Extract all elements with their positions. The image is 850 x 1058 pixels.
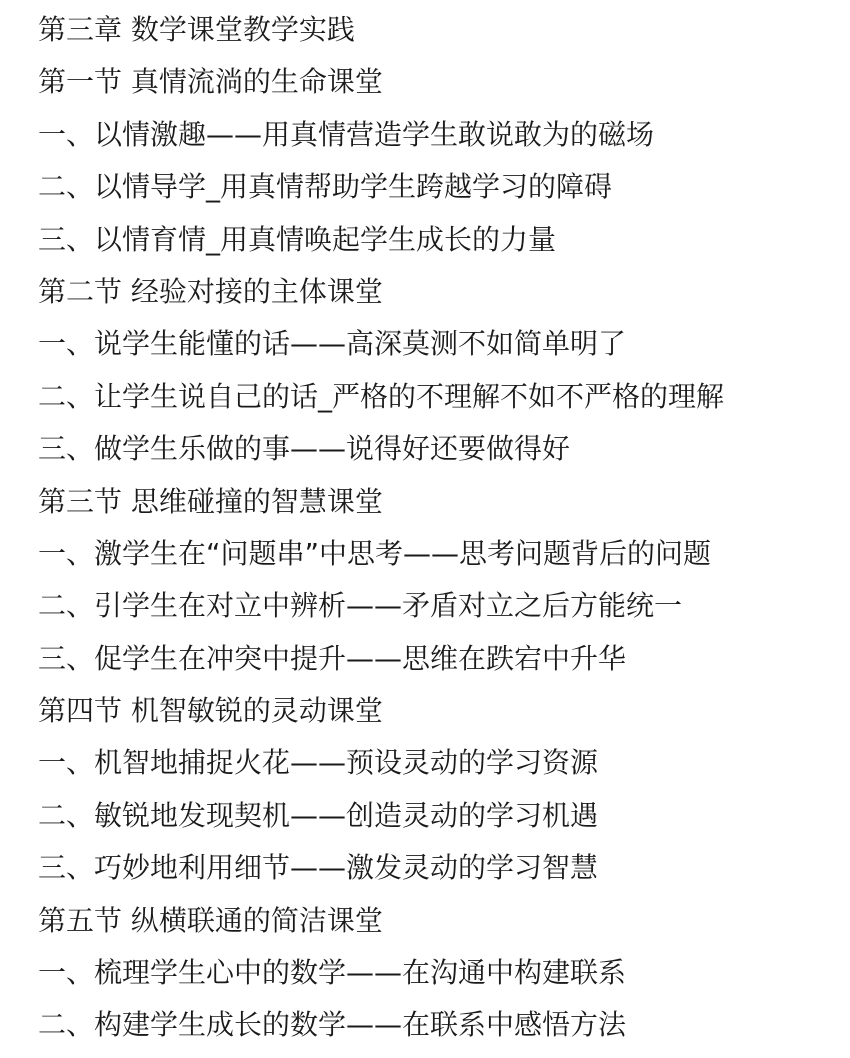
toc-item: 三、促学生在冲突中提升——思维在跌宕中升华 xyxy=(38,641,627,675)
section-heading-1: 第一节 真情流淌的生命课堂 xyxy=(38,65,383,99)
toc-item: 三、巧妙地利用细节——激发灵动的学习智慧 xyxy=(38,851,599,885)
toc-item: 一、机智地捕捉火花——预设灵动的学习资源 xyxy=(38,746,599,780)
toc-item: 二、以情导学_用真情帮助学生跨越学习的障碍 xyxy=(38,170,613,204)
toc-item: 一、以情激趣——用真情营造学生敢说敢为的磁场 xyxy=(38,117,655,151)
section-heading-5: 第五节 纵横联通的简洁课堂 xyxy=(38,903,383,937)
toc-item: 二、敏锐地发现契机——创造灵动的学习机遇 xyxy=(38,798,599,832)
toc-item: 一、说学生能懂的话——高深莫测不如简单明了 xyxy=(38,327,627,361)
toc-item: 三、以情育情_用真情唤起学生成长的力量 xyxy=(38,222,557,256)
toc-item: 三、做学生乐做的事——说得好还要做得好 xyxy=(38,432,571,466)
table-of-contents xyxy=(38,4,840,1052)
toc-item: 一、激学生在“问题串”中思考——思考问题背后的问题 xyxy=(38,536,712,570)
toc-item: 二、引学生在对立中辨析——矛盾对立之后方能统一 xyxy=(38,589,683,623)
toc-item: 二、让学生说自己的话_严格的不理解不如不严格的理解 xyxy=(38,379,725,413)
chapter-title: 第三章 数学课堂教学实践 xyxy=(38,13,355,46)
toc-item: 一、梳理学生心中的数学——在沟通中构建联系 xyxy=(38,956,627,990)
toc-item: 二、构建学生成长的数学——在联系中感悟方法 xyxy=(38,1008,627,1042)
section-heading-3: 第三节 思维碰撞的智慧课堂 xyxy=(38,484,383,518)
section-heading-4: 第四节 机智敏锐的灵动课堂 xyxy=(38,694,383,728)
section-heading-2: 第二节 经验对接的主体课堂 xyxy=(38,274,383,308)
